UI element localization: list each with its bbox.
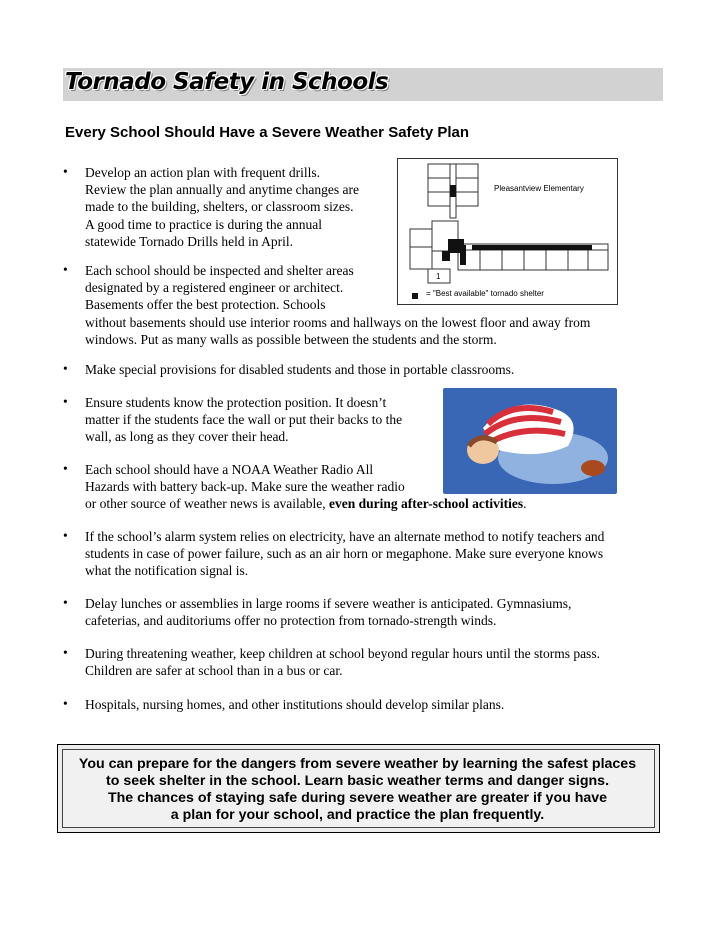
- section-heading: Every School Should Have a Severe Weather Safety Plan: [65, 124, 470, 141]
- bullet-marker: •: [63, 361, 68, 376]
- bullet-5-line: Hazards with battery back-up. Make sure the weather radio: [85, 479, 405, 495]
- room-number-label: 1: [436, 272, 441, 281]
- bullet-8-line: During threatening weather, keep children at school beyond regular hours until the storms pass.: [85, 646, 600, 661]
- callout-text: [62, 756, 653, 824]
- callout-line: You can prepare for the dangers from severe weather by learning the safest places: [78, 756, 637, 772]
- bullet-6-line: students in case of power failure, such as an air horn or megaphone. Make sure everyone knows: [85, 546, 604, 562]
- bullet-3-line: Make special provisions for disabled students and those in portable classrooms.: [85, 362, 515, 377]
- floor-plan-drawing: [398, 159, 617, 304]
- bullet-4-line: wall, as long as they cover their head.: [85, 429, 289, 445]
- bullet-7-line: cafeterias, and auditoriums offer no protection from tornado-strength winds.: [85, 613, 497, 629]
- bullet-4-line: matter if the students face the wall or put their backs to the: [85, 412, 403, 428]
- bullet-2-line: without basements should use interior rooms and hallways on the lowest floor and away from: [85, 314, 591, 330]
- bullet-1-line: statewide Tornado Drills held in April.: [85, 233, 294, 249]
- bullet-9: [85, 696, 504, 713]
- bullet-1: [85, 164, 359, 250]
- bullet-7: [85, 595, 571, 629]
- bullet-marker: •: [63, 595, 68, 610]
- callout-line: The chances of staying safe during severe weather are greater if you have: [107, 790, 608, 806]
- bullet-5-line: Each school should have a NOAA Weather Radio All: [85, 462, 374, 477]
- page-title: Tornado Safety in Schools: [65, 69, 389, 95]
- bullet-6-line: If the school’s alarm system relies on electricity, have an alternate method to notify teachers and: [85, 529, 605, 544]
- callout-line: a plan for your school, and practice the plan frequently.: [170, 807, 545, 823]
- protection-position-figure: [443, 388, 617, 494]
- bullet-1-line: Develop an action plan with frequent drills.: [85, 165, 321, 180]
- bullet-6: [85, 528, 604, 580]
- bullet-9-line: Hospitals, nursing homes, and other institutions should develop similar plans.: [85, 697, 505, 712]
- bullet-marker: •: [63, 394, 68, 409]
- bullet-1-line: A good time to practice is during the annual: [85, 216, 322, 232]
- bullet-marker: •: [63, 528, 68, 543]
- school-name-label: Pleasantview Elementary: [494, 184, 584, 193]
- bullet-3: [85, 361, 514, 378]
- bullet-1-line: Review the plan annually and anytime changes are: [85, 182, 360, 198]
- bullet-4-line: Ensure students know the protection position. It doesn’t: [85, 395, 387, 410]
- bullet-5-line-bold: even during after-school activities: [329, 496, 524, 512]
- bullet-8-line: Children are safer at school than in a bus or car.: [85, 663, 343, 679]
- bullet-1-line: made to the building, shelters, or classroom sizes.: [85, 199, 354, 215]
- callout-line: to seek shelter in the school. Learn basic weather terms and danger signs.: [105, 773, 610, 789]
- bullet-marker: •: [63, 461, 68, 476]
- bullet-5-last-line: [85, 495, 527, 512]
- bullet-2-line: windows. Put as many walls as possible between the students and the storm.: [85, 331, 497, 347]
- floor-plan-figure: [397, 158, 618, 305]
- bullet-4: [85, 394, 402, 446]
- bullet-6-line: what the notification signal is.: [85, 563, 249, 579]
- protection-position-illustration: [443, 388, 617, 494]
- bullet-7-line: Delay lunches or assemblies in large rooms if severe weather is anticipated. Gymnasiums,: [85, 596, 572, 611]
- shelter-legend: = "Best available" tornado shelter: [426, 289, 544, 298]
- bullet-5-line-end: .: [523, 496, 527, 512]
- bullet-8: [85, 645, 600, 679]
- bullet-5-line-start: or other source of weather news is available,: [85, 496, 330, 512]
- bullet-marker: •: [63, 164, 68, 179]
- bullet-2-line: Each school should be inspected and shelter areas: [85, 263, 354, 278]
- bullet-marker: •: [63, 696, 68, 711]
- bullet-marker: •: [63, 645, 68, 660]
- bullet-2-line: Basements offer the best protection. Schools: [85, 297, 326, 313]
- bullet-marker: •: [63, 262, 68, 277]
- bullet-2-line: designated by a registered engineer or architect.: [85, 280, 344, 296]
